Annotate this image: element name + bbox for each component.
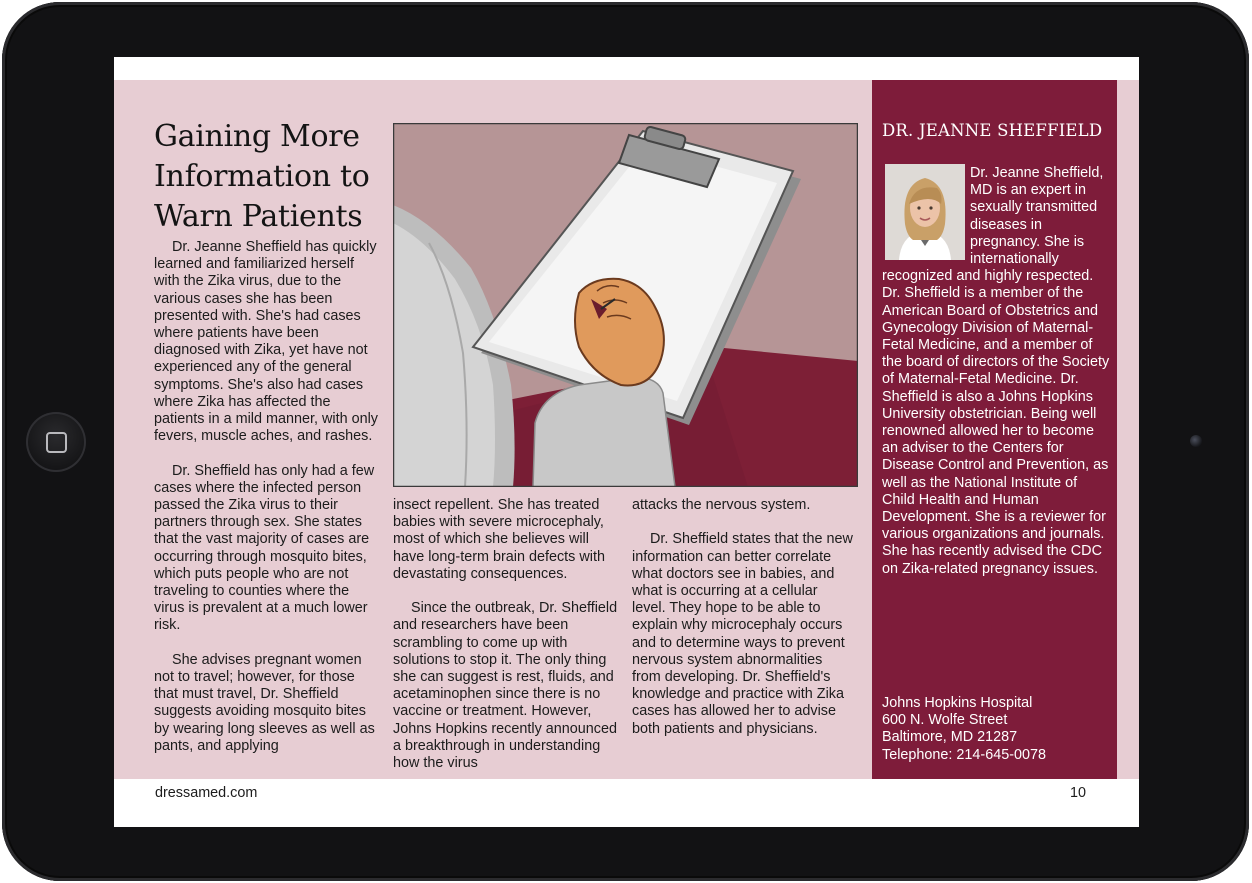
paragraph: She advises pregnant women not to travel; however, for those that must travel, Dr. Sheffield suggests avoiding mosquito bites by wearing long sleeves as well as pants, and applying [154,651,375,754]
paragraph: Dr. Sheffield has only had a few cases where the infected person passed the Zika virus to their partners through sex. She states that the vast majority of cases are occurring through mosquito bites, which puts people who are not traveling to counties where the virus is prevalent at a much lower risk. [154,462,375,634]
sidebar-title: DR. JEANNE SHEFFIELD [882,121,1103,140]
footer-website: dressamed.com [155,785,258,801]
front-camera-icon [1190,435,1202,447]
paragraph: Since the outbreak, Dr. Sheffield and researchers have been scrambling to come up with solutions to stop it. The only thing she can suggest is rest, fluids, and acetaminophen since there is no vaccine or treatment. However, Johns Hopkins recently announced a breakthrough in understanding how the virus [393,600,618,772]
paragraph: attacks the nervous system. [632,497,811,513]
article-column-2 [393,497,621,772]
paragraph: Dr. Jeanne Sheffield has quickly learned and familiarized herself with the Zika virus, due to the various cases she has been presented with. She's had cases where patients have been diagnosed with Zika, yet have not experienced any of the general symptoms. She's also had cases where Zika has affected the patients in a mild manner, with only fevers, muscle aches, and rashes. [154,239,378,445]
contact-street: 600 N. Wolfe Street [882,712,1008,729]
article-column-3 [632,497,854,738]
article-headline: Gaining More Information to Warn Patients [154,119,370,234]
contact-block [882,695,1110,764]
article-column-1 [154,239,382,755]
bio-text: Dr. Jeanne Sheffield, MD is an expert in sexually transmitted diseases in pregnancy. She is internationally recognized and highly respected. Dr. Sheffield is a member of the American Board of Obstetrics and Gynecology Division of Maternal-Fetal Medicine, and a member of the board of directors of the Society of Maternal-Fetal Medicine. Dr. Sheffield is also a Johns Hopkins University obstetrician. Being well renowned allowed her to become an adviser to the Centers for Disease Control and Prevention, as well as the National Institute of Child Health and Human Development. She is a reviewer for various organizations and journals. She has recently advised the CDC on Zika-related pregnancy issues. [882,165,1110,577]
paragraph: Dr. Sheffield states that the new information can better correlate what doctors see in babies, and what is occurring at a cellular level. They hope to be able to explain why microcephaly occurs and to determine ways to prevent nervous system abnormalities from developing. Dr. Sheffield's knowledge and practice with Zika cases has allowed her to advise both patients and physicians. [632,531,853,737]
sidebar-bio [882,165,1110,578]
contact-hospital: Johns Hopkins Hospital [882,695,1033,711]
page-number: 10 [1069,785,1086,801]
page-margin [1117,80,1139,779]
contact-phone: Telephone: 214-645-0078 [882,746,1047,763]
home-button-icon[interactable] [26,412,86,472]
clipboard-illustration [393,123,858,487]
magazine-page [114,57,1139,827]
contact-city: Baltimore, MD 21287 [882,729,1018,746]
paragraph: insect repellent. She has treated babies with severe microcephaly, most of which she believes will have long-term brain defects with devastating consequences. [393,497,605,582]
